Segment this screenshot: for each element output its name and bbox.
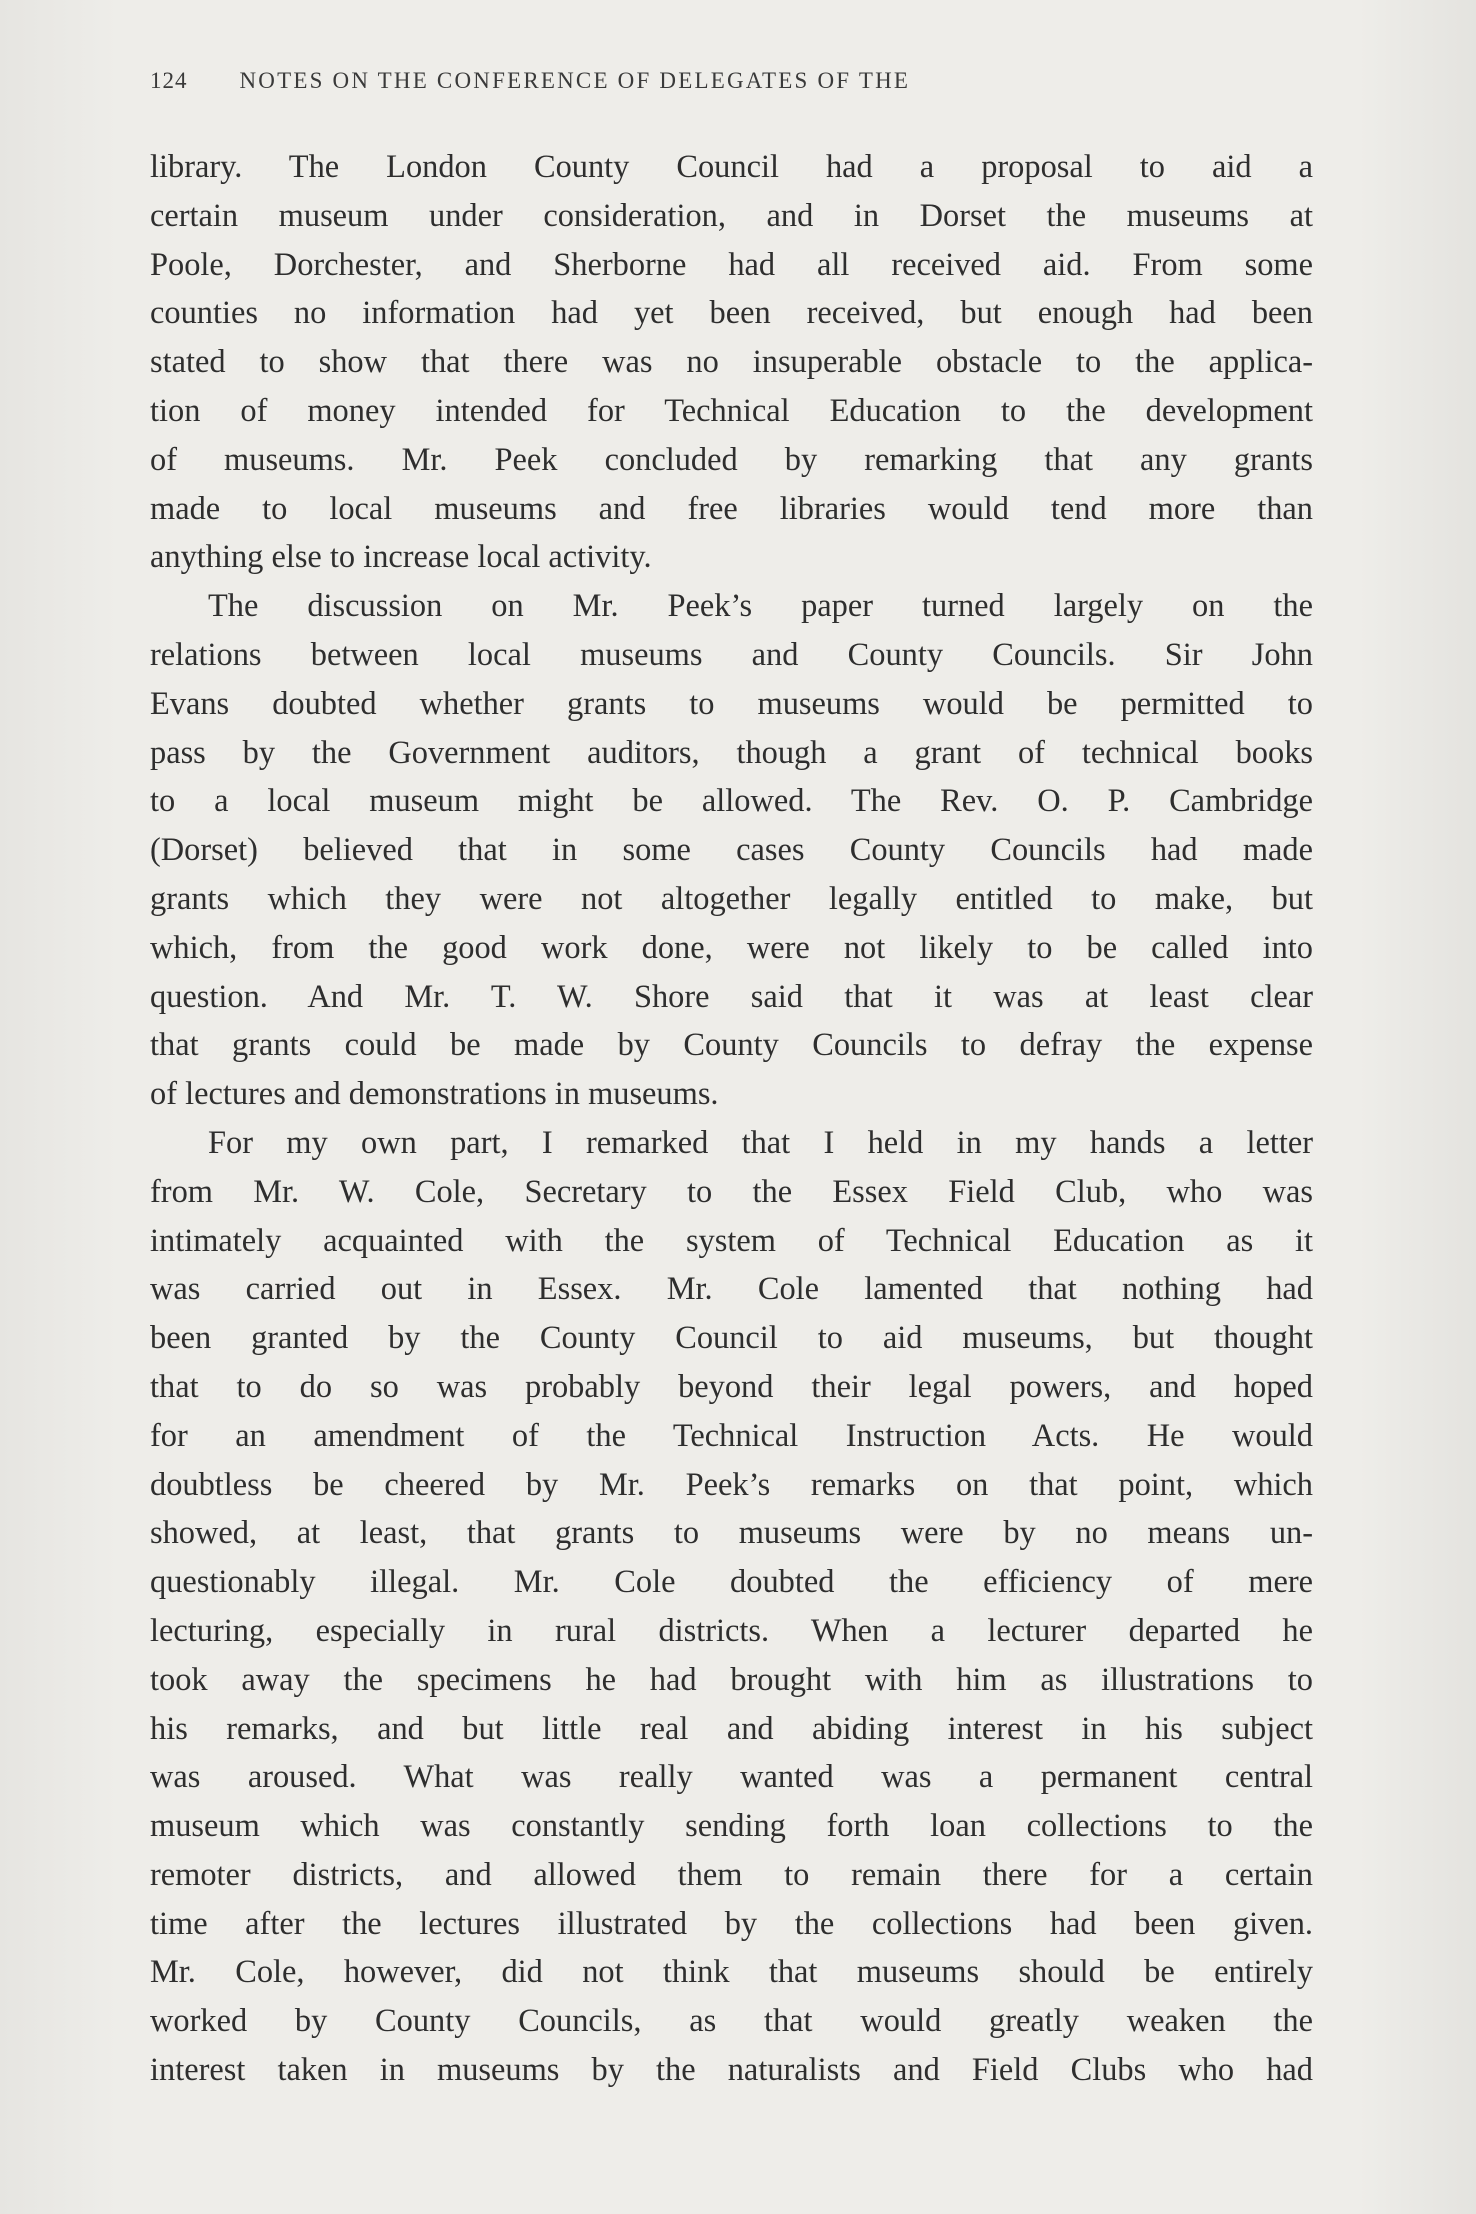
text-line: grants which they were not altogether legally entitled to make, but: [150, 880, 1313, 917]
text-line: was carried out in Essex. Mr. Cole lamented that nothing had: [150, 1271, 1313, 1308]
page-number: 124: [150, 68, 188, 93]
body-text: [150, 143, 1313, 2095]
text-line: museum which was constantly sending forth loan collections to the: [150, 1808, 1313, 1845]
text-line: worked by County Councils, as that would greatly weaken the: [150, 2003, 1313, 2040]
text-line: interest taken in museums by the naturalists and Field Clubs who had: [150, 2052, 1313, 2089]
text-line: Poole, Dorchester, and Sherborne had all received aid. From some: [150, 246, 1313, 283]
text-line: doubtless be cheered by Mr. Peek’s remarks on that point, which: [150, 1466, 1313, 1503]
text-line: questionably illegal. Mr. Cole doubted the efficiency of mere: [150, 1564, 1313, 1601]
text-line: intimately acquainted with the system of Technical Education as it: [150, 1222, 1313, 1259]
text-line: Mr. Cole, however, did not think that museums should be entirely: [150, 1954, 1313, 1991]
text-line: that to do so was probably beyond their legal powers, and hoped: [150, 1368, 1313, 1405]
text-line: took away the specimens he had brought with him as illustrations to: [150, 1661, 1313, 1698]
text-line: library. The London County Council had a proposal to aid a: [150, 149, 1313, 185]
text-line: showed, at least, that grants to museums were by no means un-: [150, 1515, 1313, 1552]
running-head: NOTES ON THE CONFERENCE OF DELEGATES OF THE: [239, 68, 911, 93]
text-line: Evans doubted whether grants to museums would be permitted to: [150, 685, 1313, 722]
page-header: [150, 68, 1330, 108]
text-line: to a local museum might be allowed. The Rev. O. P. Cambridge: [150, 783, 1313, 820]
text-line: his remarks, and but little real and abiding interest in his subject: [150, 1710, 1313, 1747]
text-line: (Dorset) believed that in some cases County Councils had made: [150, 832, 1313, 869]
text-line: pass by the Government auditors, though a grant of technical books: [150, 734, 1313, 771]
text-line: relations between local museums and County Councils. Sir John: [150, 636, 1313, 673]
text-line: The discussion on Mr. Peek’s paper turned largely on the: [208, 588, 1313, 625]
text-line: question. And Mr. T. W. Shore said that it was at least clear: [150, 978, 1313, 1015]
text-line: tion of money intended for Technical Education to the development: [150, 392, 1313, 429]
text-line: of museums. Mr. Peek concluded by remarking that any grants: [150, 441, 1313, 478]
text-line: of lectures and demonstrations in museums.: [150, 1076, 719, 1113]
text-line: stated to show that there was no insuperable obstacle to the applica-: [150, 344, 1313, 381]
text-line: For my own part, I remarked that I held in my hands a letter: [208, 1124, 1313, 1161]
text-line: anything else to increase local activity.: [150, 539, 652, 576]
text-line: made to local museums and free libraries would tend more than: [150, 490, 1313, 527]
text-line: certain museum under consideration, and in Dorset the museums at: [150, 197, 1313, 234]
text-line: from Mr. W. Cole, Secretary to the Essex Field Club, who was: [150, 1173, 1313, 1210]
text-line: which, from the good work done, were not likely to be called into: [150, 929, 1313, 966]
text-line: time after the lectures illustrated by the collections had been given.: [150, 1905, 1313, 1942]
text-line: was aroused. What was really wanted was a permanent central: [150, 1759, 1313, 1796]
text-line: for an amendment of the Technical Instruction Acts. He would: [150, 1417, 1313, 1454]
text-line: counties no information had yet been received, but enough had been: [150, 295, 1313, 332]
text-line: been granted by the County Council to aid museums, but thought: [150, 1320, 1313, 1357]
text-line: that grants could be made by County Councils to defray the expense: [150, 1027, 1313, 1064]
text-line: lecturing, especially in rural districts. When a lecturer departed he: [150, 1612, 1313, 1649]
text-line: remoter districts, and allowed them to remain there for a certain: [150, 1856, 1313, 1893]
